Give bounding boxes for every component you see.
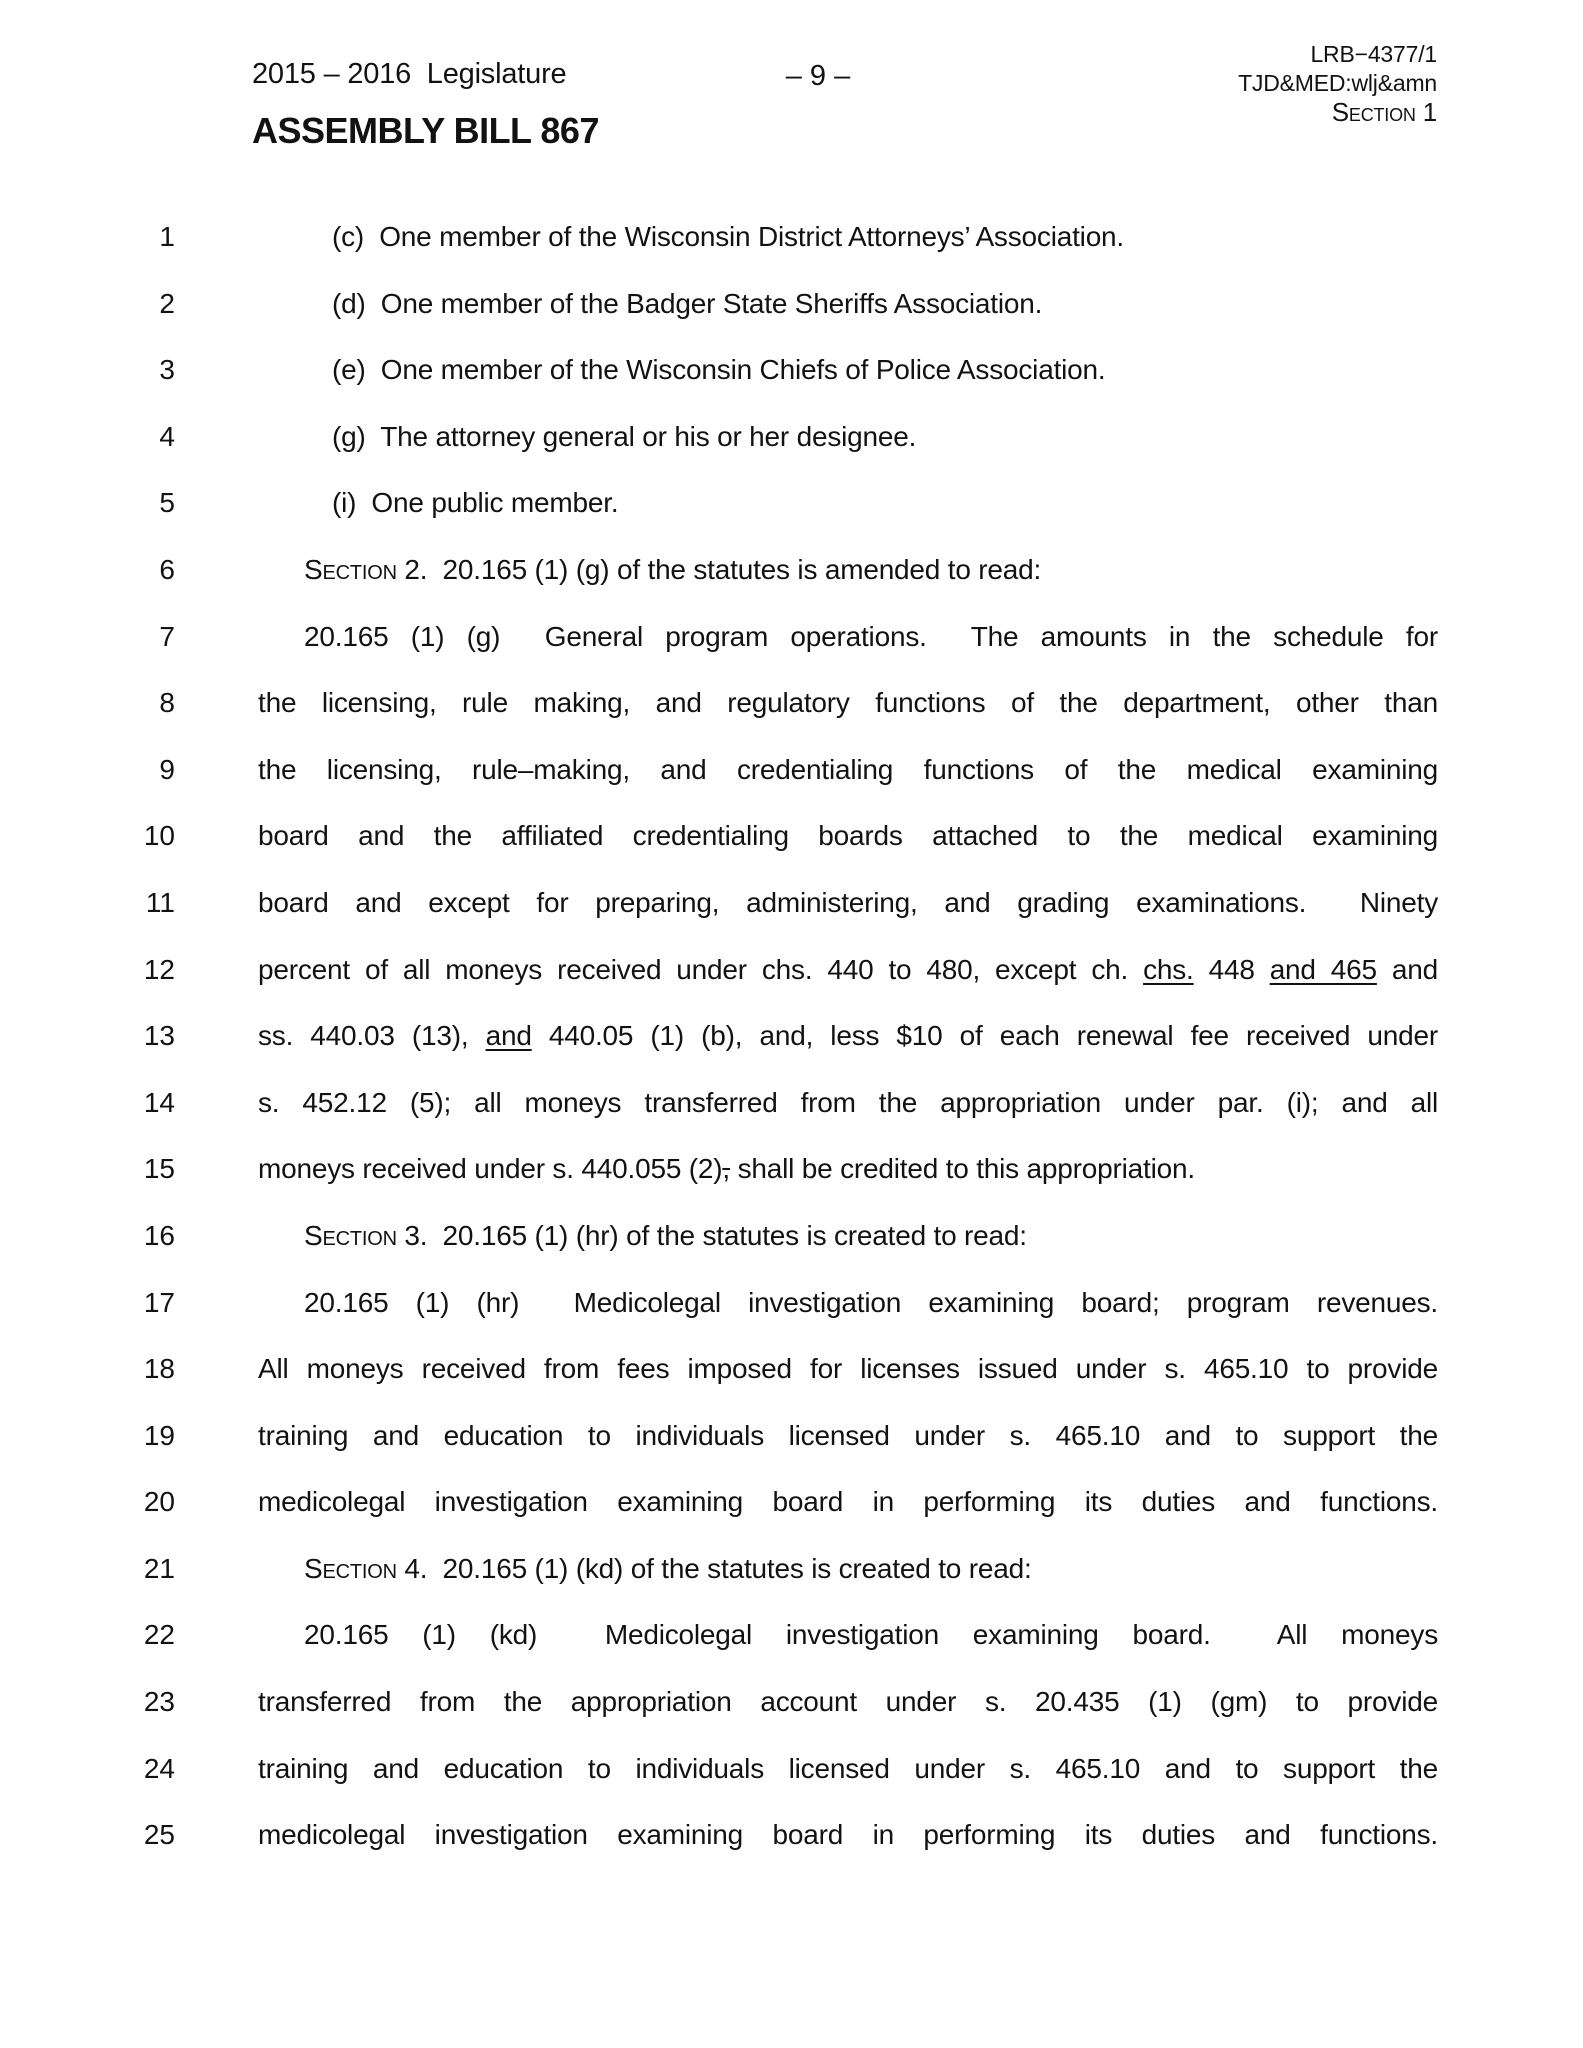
line-number: 5: [159, 487, 175, 519]
text-run: 2. 20.165 (1) (g) of the statutes is amended to read:: [396, 553, 1042, 585]
line-text: [258, 803, 1438, 870]
line-text: [258, 937, 1438, 1004]
line-text: [258, 870, 1438, 937]
text-run: (g) The attorney general or his or her designee.: [332, 420, 917, 452]
line-number: 7: [159, 620, 175, 652]
bill-line: [0, 1802, 1583, 1869]
line-number: 12: [143, 953, 175, 985]
line-number: 17: [143, 1286, 175, 1318]
line-text: [258, 404, 1438, 471]
bill-line: [0, 670, 1583, 737]
text-run: 4. 20.165 (1) (kd) of the statutes is created to read:: [396, 1552, 1032, 1584]
bill-line: [0, 604, 1583, 671]
line-number: 6: [159, 553, 175, 585]
line-number: 23: [143, 1686, 175, 1718]
bill-line: [0, 1469, 1583, 1536]
bill-line: [0, 1203, 1583, 1270]
line-text: [258, 1736, 1438, 1803]
bill-line: [0, 1003, 1583, 1070]
bill-line: [0, 870, 1583, 937]
line-number: 21: [143, 1552, 175, 1584]
line-text: [258, 1802, 1438, 1869]
bill-line: [0, 404, 1583, 471]
text-run: medicolegal investigation examining board in performing its duties and functions.: [258, 1819, 1438, 1851]
line-text: [258, 204, 1438, 271]
bill-line: [0, 470, 1583, 537]
line-text: [258, 337, 1438, 404]
text-run: 3. 20.165 (1) (hr) of the statutes is created to read:: [396, 1219, 1027, 1251]
bill-line: [0, 1270, 1583, 1337]
bill-line: [0, 1669, 1583, 1736]
text-run: training and education to individuals licensed under s. 465.10 and to support the: [258, 1752, 1438, 1784]
section-reference: [1238, 98, 1437, 127]
bill-line: [0, 1336, 1583, 1403]
bill-line: [0, 937, 1583, 1004]
bill-line: [0, 1136, 1583, 1203]
line-text: [258, 604, 1438, 671]
bill-line: [0, 537, 1583, 604]
line-number: 13: [143, 1020, 175, 1052]
line-number: 25: [143, 1819, 175, 1851]
line-text: [258, 1403, 1438, 1470]
line-text: [258, 1136, 1438, 1203]
text-run: Section: [304, 1552, 397, 1584]
line-text: [258, 737, 1438, 804]
lrb-number: LRB−4377/1: [1310, 41, 1437, 67]
drafting-header: [1238, 40, 1437, 127]
line-number: 20: [143, 1486, 175, 1518]
text-run: (c) One member of the Wisconsin District Attorneys’ Association.: [332, 221, 1125, 252]
bill-line: [0, 1736, 1583, 1803]
line-text: [258, 1602, 1438, 1669]
line-text: [258, 1003, 1438, 1070]
line-text: [258, 1669, 1438, 1736]
text-run: ss. 440.03 (13),: [258, 1020, 486, 1052]
text-run: medicolegal investigation examining board in performing its duties and functions.: [258, 1486, 1438, 1518]
text-run: board and the affiliated credentialing boards attached to the medical examining: [258, 820, 1438, 852]
line-number: 11: [145, 886, 175, 918]
bill-title: ASSEMBLY BILL 867: [252, 110, 599, 151]
text-run: the licensing, rule–making, and credentialing functions of the medical examining: [258, 753, 1438, 785]
bill-line: [0, 1070, 1583, 1137]
line-number: 15: [143, 1153, 175, 1185]
line-number: 8: [159, 687, 175, 719]
line-number: 22: [143, 1619, 175, 1651]
text-run: ,: [722, 1153, 730, 1185]
bill-line: [0, 1602, 1583, 1669]
text-run: chs.: [1143, 953, 1194, 985]
line-text: [258, 1469, 1438, 1536]
text-run: (d) One member of the Badger State Sheriffs Association.: [332, 287, 1043, 319]
bill-line: [0, 803, 1583, 870]
text-run: All moneys received from fees imposed for licenses issued under s. 465.10 to provide: [258, 1353, 1438, 1385]
bill-line: [0, 337, 1583, 404]
line-text: [258, 537, 1438, 604]
line-number: 16: [143, 1219, 175, 1251]
line-number: 9: [159, 753, 175, 785]
text-run: moneys received under s. 440.055 (2): [258, 1153, 723, 1185]
line-text: [258, 1270, 1438, 1337]
text-run: and 465: [1269, 953, 1377, 985]
text-run: 1: [1415, 97, 1437, 127]
text-run: transferred from the appropriation account under s. 20.435 (1) (gm) to provide: [258, 1686, 1438, 1718]
drafter-initials: TJD&MED:wlj&amn: [1238, 70, 1437, 96]
text-run: 440.05 (1) (b), and, less $10 of each renewal fee received under: [531, 1020, 1438, 1052]
line-text: [258, 470, 1438, 537]
line-number: 14: [143, 1086, 175, 1118]
line-number: 4: [159, 420, 175, 452]
text-run: (e) One member of the Wisconsin Chiefs of Police Association.: [332, 354, 1106, 386]
legislature-session: 2015 – 2016 Legislature: [252, 58, 567, 90]
text-run: training and education to individuals licensed under s. 465.10 and to support the: [258, 1419, 1438, 1451]
line-text: [258, 1203, 1438, 1270]
text-run: the licensing, rule making, and regulatory functions of the department, other than: [258, 687, 1438, 719]
line-number: 2: [159, 287, 175, 319]
text-run: 448: [1193, 953, 1270, 985]
bill-line: [0, 737, 1583, 804]
text-run: and: [485, 1020, 532, 1052]
bill-text: [0, 204, 1583, 1869]
bill-line: [0, 1536, 1583, 1603]
bill-line: [0, 271, 1583, 338]
bill-line: [0, 1403, 1583, 1470]
text-run: board and except for preparing, administering, and grading examinations. Ninety: [258, 886, 1438, 918]
text-run: 20.165 (1) (hr) Medicolegal investigation examining board; program revenues.: [304, 1286, 1438, 1318]
text-run: and: [1376, 953, 1438, 985]
text-run: 20.165 (1) (kd) Medicolegal investigation examining board. All moneys: [304, 1619, 1438, 1651]
line-number: 1: [159, 221, 175, 252]
line-text: [258, 1336, 1438, 1403]
text-run: shall be credited to this appropriation.: [730, 1153, 1195, 1185]
text-run: percent of all moneys received under chs. 440 to 480, except ch.: [258, 953, 1144, 985]
line-text: [258, 271, 1438, 338]
text-run: (i) One public member.: [332, 487, 619, 519]
text-run: 20.165 (1) (g) General program operations. The amounts in the schedule for: [304, 620, 1438, 652]
text-run: s. 452.12 (5); all moneys transferred from the appropriation under par. (i); and all: [258, 1086, 1438, 1118]
line-number: 18: [143, 1353, 175, 1385]
text-run: Section: [1331, 97, 1416, 127]
line-text: [258, 670, 1438, 737]
line-number: 3: [159, 354, 175, 386]
text-run: Section: [304, 1219, 397, 1251]
text-run: Section: [304, 553, 397, 585]
page-number: – 9 –: [785, 60, 851, 92]
line-text: [258, 1536, 1438, 1603]
line-number: 24: [143, 1752, 175, 1784]
line-text: [258, 1070, 1438, 1137]
bill-line: [0, 204, 1583, 271]
line-number: 19: [143, 1419, 175, 1451]
line-number: 10: [143, 820, 175, 852]
